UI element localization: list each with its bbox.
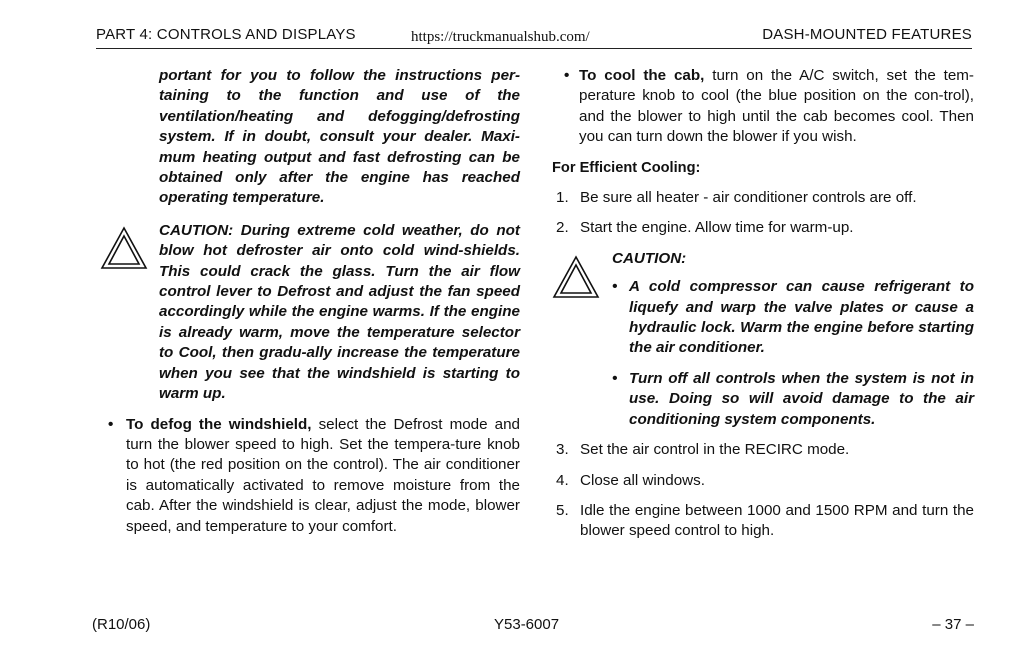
step-item	[552, 218, 974, 238]
defog-lead: To defog the windshield,	[126, 415, 312, 433]
step-number: 3.	[556, 441, 569, 459]
step-item	[552, 440, 974, 460]
caution-bullet-text: A cold compressor can cause refrigerant to liquefy and warp the valve plates or cause a hydraulic lock. Warm the engine before starting the air conditioner.	[629, 278, 974, 357]
bullet-dot: •	[108, 415, 114, 433]
step-number: 2.	[556, 219, 569, 237]
header-url[interactable]: https://truckmanualshub.com/	[411, 29, 590, 45]
defog-text: select the Defrost mode and turn the blower speed to high. Set the tempera-ture knob to hot (the red position on the control). The air conditioner is automatically activated to remove moisture from the cab. After the windshield is clear, adjust the mode, blower speed, and temperature to your comfort.	[126, 415, 520, 535]
caution-text: CAUTION: During extreme cold weather, do not blow hot defroster air onto cold wind-shields. This could crack the glass. Turn the air flow control lever to Defrost and adjust the fan speed accordingly while the engine warms. If the engine is already warm, move the temperature selector to Cool, then gradu-ally increase the temperature when you see that the windshield is starting to warm up.	[159, 221, 520, 403]
step-item	[552, 471, 974, 491]
step-text: Idle the engine between 1000 and 1500 RPM and turn the blower speed control to high.	[580, 501, 974, 540]
header-section: PART 4: CONTROLS AND DISPLAYS	[96, 26, 356, 43]
warning-continued: portant for you to follow the instructions per-taining to the function and use of the ventilation/heating and defogging/defrosting system. If in doubt, consult your dealer. Maxi-mum heating output and fast defrosting can be obtained only after the engine has reached operating temperature.	[159, 67, 520, 207]
step-text: Close all windows.	[580, 471, 705, 489]
header-chapter: DASH-MOUNTED FEATURES	[762, 26, 972, 43]
step-item	[552, 501, 974, 542]
footer-revision: (R10/06)	[92, 616, 151, 633]
step-item	[552, 188, 974, 208]
cool-text: turn on the A/C switch, set the tem-perature knob to cool (the blue position on the con-trol), and the blower to high until the cab becomes cool. Then you can turn down the blower if you wish.	[579, 67, 974, 146]
defog-bullet	[100, 415, 520, 537]
caution-title: CAUTION:	[612, 249, 687, 267]
right-column	[552, 66, 974, 542]
cool-lead: To cool the cab,	[579, 67, 705, 84]
step-number: 1.	[556, 189, 569, 207]
caution-bullet-text: Turn off all controls when the system is not in use. Doing so will avoid damage to the air conditioning system components.	[629, 369, 974, 428]
efficient-cooling-heading: For Efficient Cooling:	[552, 159, 701, 176]
bullet-dot: •	[612, 278, 618, 296]
step-number: 4.	[556, 471, 569, 489]
page-header	[96, 24, 972, 49]
warning-triangle-icon	[552, 255, 600, 299]
footer-page-number: – 37 –	[932, 616, 974, 633]
step-text: Be sure all heater - air conditioner controls are off.	[580, 189, 917, 207]
left-column	[100, 66, 520, 537]
cool-bullet	[552, 66, 974, 148]
bullet-dot: •	[612, 369, 618, 387]
caution-block-compressor	[552, 249, 974, 430]
footer-doc-number: Y53-6007	[494, 616, 560, 633]
caution-block	[100, 221, 520, 405]
caution-bullet	[612, 369, 974, 430]
step-number: 5.	[556, 501, 569, 519]
warning-triangle-icon	[100, 226, 148, 270]
step-text: Set the air control in the RECIRC mode.	[580, 441, 850, 459]
caution-bullet	[612, 277, 974, 359]
step-text: Start the engine. Allow time for warm-up.	[580, 219, 854, 237]
bullet-dot: •	[564, 67, 570, 84]
